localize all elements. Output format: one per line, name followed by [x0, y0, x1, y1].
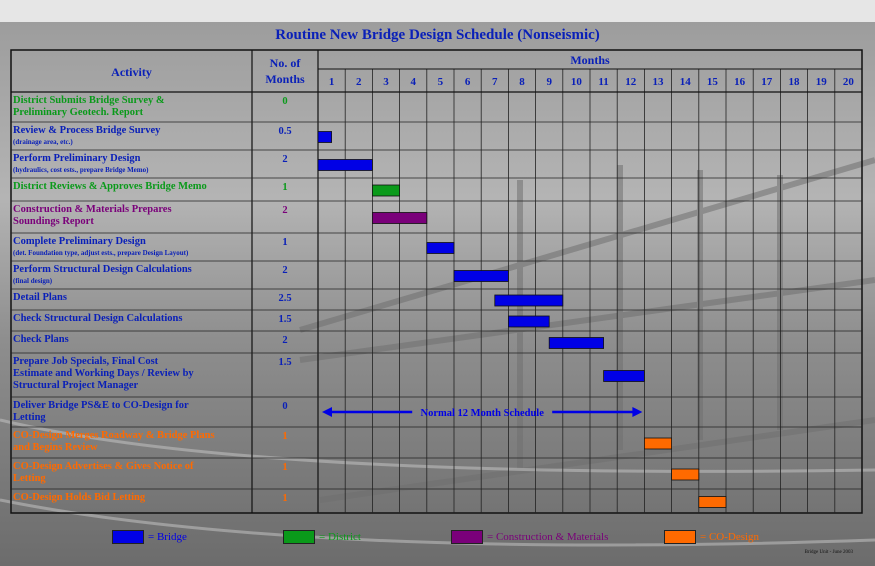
page-title: Routine New Bridge Design Schedule (Nonseismic) [275, 27, 600, 43]
activity-label: Complete Preliminary Design [13, 236, 146, 247]
month-tick-label: 17 [761, 76, 773, 88]
gantt-bar [672, 469, 699, 480]
gantt-bars [318, 132, 726, 508]
months-count-value: 2 [282, 335, 288, 346]
gantt-grid [11, 50, 862, 513]
legend-item [112, 530, 187, 544]
gantt-bar [644, 438, 671, 449]
activity-sublabel: (final design) [13, 277, 53, 285]
activity-label: Estimate and Working Days / Review by [13, 368, 194, 379]
month-tick-label: 4 [410, 76, 416, 88]
legend-swatch [664, 530, 696, 544]
legend-swatch [451, 530, 483, 544]
month-tick-label: 20 [842, 76, 854, 88]
header-months: Months [570, 53, 610, 67]
month-tick-label: 7 [492, 76, 498, 88]
gantt-bar [372, 213, 426, 224]
months-count-value: 1 [282, 182, 288, 193]
gantt-bar [604, 371, 645, 382]
activity-label: Detail Plans [13, 292, 67, 303]
table-frame [11, 50, 862, 513]
months-count-value: 2 [282, 205, 288, 216]
month-tick-label: 9 [546, 76, 552, 88]
legend-swatch [283, 530, 315, 544]
annotation-label: Normal 12 Month Schedule [420, 408, 544, 419]
legend-label: = Construction & Materials [487, 531, 609, 543]
activity-label: Preliminary Geotech. Report [13, 107, 144, 118]
activity-label: Deliver Bridge PS&E to CO-Design for [13, 400, 189, 411]
legend-label: = District [319, 531, 361, 543]
legend-item [283, 530, 361, 544]
months-count-value: 1 [282, 493, 288, 504]
month-tick-label: 2 [356, 76, 362, 88]
month-tick-label: 13 [652, 76, 664, 88]
activity-label: Perform Preliminary Design [13, 153, 141, 164]
activity-label: Review & Process Bridge Survey [13, 125, 161, 136]
legend-item [451, 530, 608, 544]
activity-label: Check Plans [13, 334, 69, 345]
months-count-value: 2 [282, 265, 288, 276]
month-tick-label: 16 [734, 76, 746, 88]
month-tick-label: 11 [598, 76, 609, 88]
activity-sublabel: (hydraulics, cost ests., prepare Bridge Memo) [13, 166, 149, 174]
month-tick-label: 15 [706, 76, 718, 88]
month-tick-label: 5 [437, 76, 444, 88]
activity-sublabel: (drainage area, etc.) [13, 138, 73, 146]
activity-label: Soundings Report [13, 216, 94, 227]
gantt-bar [372, 185, 399, 196]
month-tick-label: 12 [625, 76, 637, 88]
months-count-value: 1.5 [278, 314, 292, 325]
month-tick-label: 8 [519, 76, 525, 88]
months-count-value: 0 [282, 401, 288, 412]
legend-label: = CO-Design [700, 531, 760, 543]
activity-label: District Reviews & Approves Bridge Memo [13, 181, 207, 192]
activity-label: and Begins Review [13, 442, 98, 453]
header-no-of: No. of [269, 56, 301, 70]
annotation-arrowhead [632, 407, 642, 417]
activity-label: Structural Project Manager [13, 380, 139, 391]
gantt-bar [699, 497, 726, 508]
activity-label: CO-Design Advertises & Gives Notice of [13, 461, 194, 472]
activity-label: District Submits Bridge Survey & [13, 95, 165, 106]
months-count-value: 0.5 [278, 126, 292, 137]
legend-label: = Bridge [148, 531, 187, 543]
months-count-value: 2 [282, 154, 288, 165]
month-tick-label: 10 [570, 76, 582, 88]
header-activity: Activity [111, 65, 152, 79]
months-count-value: 1 [282, 462, 288, 473]
legend-swatch [112, 530, 144, 544]
activity-label: Prepare Job Specials, Final Cost [13, 356, 159, 367]
month-tick-label: 1 [328, 76, 335, 88]
month-tick-label: 14 [679, 76, 691, 88]
gantt-labels [13, 53, 854, 504]
month-tick-label: 6 [464, 76, 471, 88]
header-months-count: Months [265, 72, 305, 86]
months-count-value: 1 [282, 431, 288, 442]
activity-label: CO-Design Merges Roadway & Bridge Plans [13, 430, 215, 441]
activity-label: Construction & Materials Prepares [13, 204, 172, 215]
month-tick-label: 3 [383, 76, 389, 88]
legend-item [664, 530, 759, 544]
months-count-value: 0 [282, 96, 288, 107]
gantt-bar [508, 316, 549, 327]
months-count-value: 1.5 [278, 357, 292, 368]
month-tick-label: 18 [788, 76, 800, 88]
gantt-bar [427, 243, 454, 254]
activity-label: Check Structural Design Calculations [13, 313, 183, 324]
months-count-value: 2.5 [278, 293, 292, 304]
activity-label: Letting [13, 412, 46, 423]
activity-label: Letting [13, 473, 46, 484]
activity-label: Perform Structural Design Calculations [13, 264, 192, 275]
gantt-bar [495, 295, 563, 306]
gantt-bar [454, 271, 508, 282]
gantt-bar [549, 338, 603, 349]
gantt-bar [318, 132, 332, 143]
gantt-bar [318, 160, 372, 171]
month-tick-label: 19 [815, 76, 827, 88]
months-count-value: 1 [282, 237, 288, 248]
footnote: Bridge Unit - June 2003 [804, 550, 853, 555]
activity-sublabel: (det. Foundation type, adjust ests., prepare Design Layout) [13, 249, 189, 257]
annotation-arrowhead [322, 407, 332, 417]
activity-label: CO-Design Holds Bid Letting [13, 492, 146, 503]
